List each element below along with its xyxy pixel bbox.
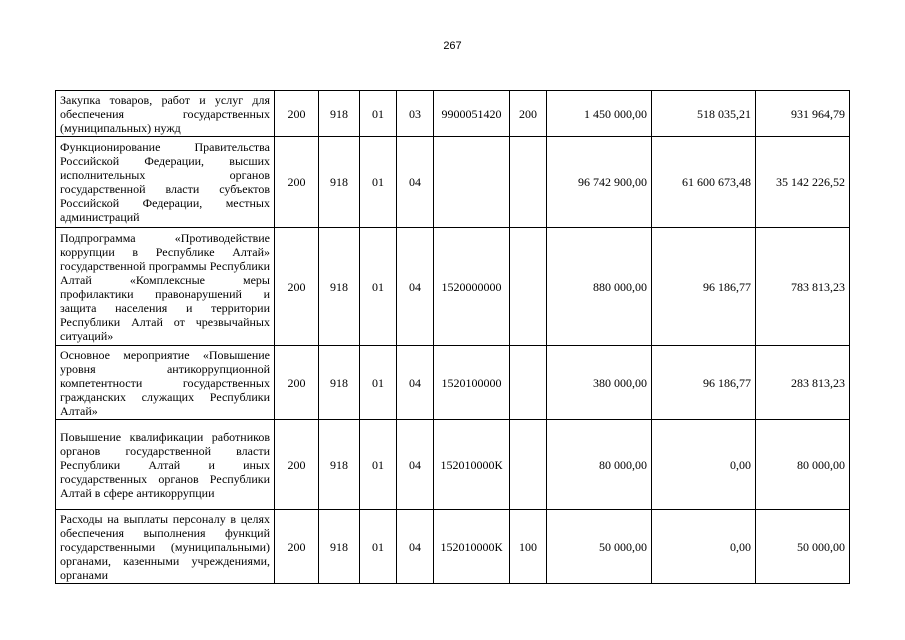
budget-table: [55, 90, 850, 584]
row-remaining: 35 142 226,52: [756, 137, 850, 228]
row-remaining: 783 813,23: [756, 228, 850, 346]
row-vr: 200: [510, 91, 547, 137]
row-col1: 200: [275, 137, 319, 228]
table-row: [56, 510, 850, 584]
row-grbs: 918: [319, 510, 360, 584]
row-plan: 96 742 900,00: [547, 137, 652, 228]
row-target: 1520100000: [434, 346, 510, 420]
row-executed: 96 186,77: [652, 228, 756, 346]
row-target: 1520000000: [434, 228, 510, 346]
row-col1: 200: [275, 346, 319, 420]
row-name: Подпрограмма «Противодействие коррупции в Республике Алтай» государственной программы Республики Алтай «Комплексные меры профилактики правонарушений и защита населения и территории Республики Алтай от чрезвычайных ситуаций»: [56, 228, 275, 346]
table-row: [56, 420, 850, 510]
row-name: Функционирование Правительства Российской Федерации, высших исполнительных органов государственной власти субъектов Российской Федерации, местных администраций: [56, 137, 275, 228]
row-target: 152010000К: [434, 510, 510, 584]
row-subsection: 04: [397, 420, 434, 510]
row-grbs: 918: [319, 228, 360, 346]
row-section: 01: [360, 510, 397, 584]
row-target: [434, 137, 510, 228]
row-grbs: 918: [319, 420, 360, 510]
row-target: 152010000К: [434, 420, 510, 510]
row-section: 01: [360, 137, 397, 228]
row-subsection: 04: [397, 510, 434, 584]
row-plan: 80 000,00: [547, 420, 652, 510]
row-vr: [510, 346, 547, 420]
row-remaining: 931 964,79: [756, 91, 850, 137]
row-col1: 200: [275, 228, 319, 346]
row-vr: [510, 137, 547, 228]
row-subsection: 04: [397, 346, 434, 420]
table-row: [56, 137, 850, 228]
row-subsection: 03: [397, 91, 434, 137]
row-plan: 1 450 000,00: [547, 91, 652, 137]
row-col1: 200: [275, 91, 319, 137]
row-name: Расходы на выплаты персоналу в целях обеспечения выполнения функций государственными (муниципальными) органами, казенными учреждениями, органами: [56, 510, 275, 584]
table-row: [56, 346, 850, 420]
row-vr: [510, 420, 547, 510]
row-plan: 50 000,00: [547, 510, 652, 584]
row-name: Основное мероприятие «Повышение уровня антикоррупционной компетентности государственных гражданских служащих Республики Алтай»: [56, 346, 275, 420]
row-executed: 96 186,77: [652, 346, 756, 420]
row-section: 01: [360, 420, 397, 510]
row-name: Закупка товаров, работ и услуг для обеспечения государственных (муниципальных) нужд: [56, 91, 275, 137]
row-vr: 100: [510, 510, 547, 584]
row-name: Повышение квалификации работников органов государственной власти Республики Алтай и иных государственных органов Республики Алтай в сфере антикоррупции: [56, 420, 275, 510]
row-section: 01: [360, 91, 397, 137]
row-target: 9900051420: [434, 91, 510, 137]
table-row: [56, 91, 850, 137]
row-executed: 518 035,21: [652, 91, 756, 137]
row-col1: 200: [275, 510, 319, 584]
row-plan: 880 000,00: [547, 228, 652, 346]
row-plan: 380 000,00: [547, 346, 652, 420]
row-grbs: 918: [319, 346, 360, 420]
row-section: 01: [360, 228, 397, 346]
table-row: [56, 228, 850, 346]
row-remaining: 283 813,23: [756, 346, 850, 420]
row-grbs: 918: [319, 137, 360, 228]
row-executed: 0,00: [652, 510, 756, 584]
row-remaining: 50 000,00: [756, 510, 850, 584]
row-vr: [510, 228, 547, 346]
row-col1: 200: [275, 420, 319, 510]
row-executed: 0,00: [652, 420, 756, 510]
page-number: 267: [443, 40, 462, 52]
row-subsection: 04: [397, 228, 434, 346]
row-executed: 61 600 673,48: [652, 137, 756, 228]
row-section: 01: [360, 346, 397, 420]
row-remaining: 80 000,00: [756, 420, 850, 510]
row-grbs: 918: [319, 91, 360, 137]
row-subsection: 04: [397, 137, 434, 228]
